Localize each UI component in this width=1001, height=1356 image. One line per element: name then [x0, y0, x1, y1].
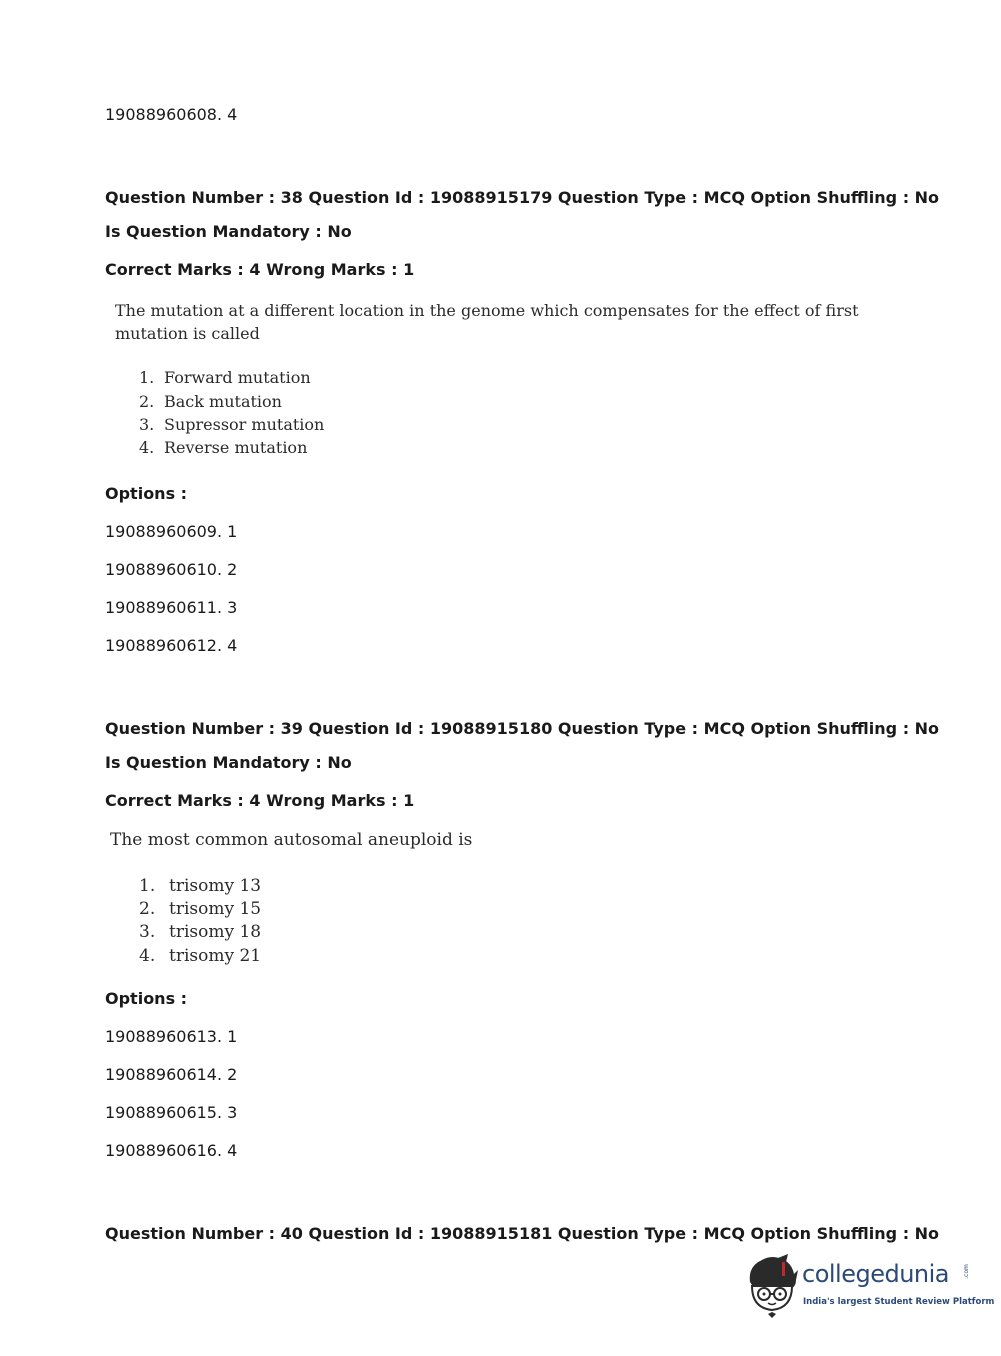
options-label: Options :	[105, 484, 188, 503]
choice-item	[139, 392, 282, 411]
choice-number: 3.	[139, 415, 155, 434]
question-mandatory: Is Question Mandatory : No	[105, 753, 352, 772]
question-text	[115, 299, 859, 345]
question-marks: Correct Marks : 4 Wrong Marks : 1	[105, 260, 415, 279]
question-text: The most common autosomal aneuploid is	[110, 830, 473, 850]
question-header: Question Number : 40 Question Id : 19088915181 Question Type : MCQ Option Shuffling : No	[105, 1224, 940, 1243]
choice-item	[139, 368, 311, 387]
option-line: 19088960614. 2	[105, 1065, 238, 1084]
choice-number: 1.	[139, 368, 155, 387]
choice-item	[139, 946, 261, 966]
option-line: 19088960615. 3	[105, 1103, 238, 1122]
choice-item	[139, 922, 261, 942]
choice-text: trisomy 13	[169, 876, 262, 896]
choice-number: 4.	[139, 438, 155, 457]
choice-number: 4.	[139, 946, 156, 966]
choice-number: 2.	[139, 899, 156, 919]
option-line: 19088960608. 4	[105, 105, 238, 124]
question-text-line: mutation is called	[115, 324, 260, 343]
option-line: 19088960612. 4	[105, 636, 238, 655]
question-header: Question Number : 38 Question Id : 19088915179 Question Type : MCQ Option Shuffling : No	[105, 188, 940, 207]
choice-item	[139, 876, 261, 896]
question-marks: Correct Marks : 4 Wrong Marks : 1	[105, 791, 415, 810]
choice-text: trisomy 18	[169, 922, 262, 942]
choice-text: Forward mutation	[164, 368, 311, 387]
choice-text: Supressor mutation	[164, 415, 325, 434]
option-line: 19088960611. 3	[105, 598, 238, 617]
logo-domain: .com	[962, 1264, 970, 1279]
option-line: 19088960609. 1	[105, 522, 238, 541]
choice-item	[139, 438, 307, 457]
logo-wordmark: collegedunia	[802, 1260, 950, 1288]
choice-number: 1.	[139, 876, 156, 896]
choice-number: 2.	[139, 392, 155, 411]
choice-text: trisomy 21	[169, 946, 262, 966]
option-line: 19088960610. 2	[105, 560, 238, 579]
collegedunia-logo[interactable]	[742, 1252, 995, 1322]
question-text-line: The mutation at a different location in the genome which compensates for the effect of first	[115, 301, 859, 320]
choice-text: Back mutation	[164, 392, 282, 411]
option-line: 19088960616. 4	[105, 1141, 238, 1160]
choice-item	[139, 899, 261, 919]
option-line: 19088960613. 1	[105, 1027, 238, 1046]
logo-tagline: India's largest Student Review Platform	[803, 1297, 995, 1307]
options-label: Options :	[105, 989, 188, 1008]
question-mandatory: Is Question Mandatory : No	[105, 222, 352, 241]
choice-text: Reverse mutation	[164, 438, 308, 457]
choice-item	[139, 415, 324, 434]
question-header: Question Number : 39 Question Id : 19088915180 Question Type : MCQ Option Shuffling : No	[105, 719, 940, 738]
choice-text: trisomy 15	[169, 899, 262, 919]
mascot-icon	[742, 1252, 804, 1322]
choice-number: 3.	[139, 922, 156, 942]
